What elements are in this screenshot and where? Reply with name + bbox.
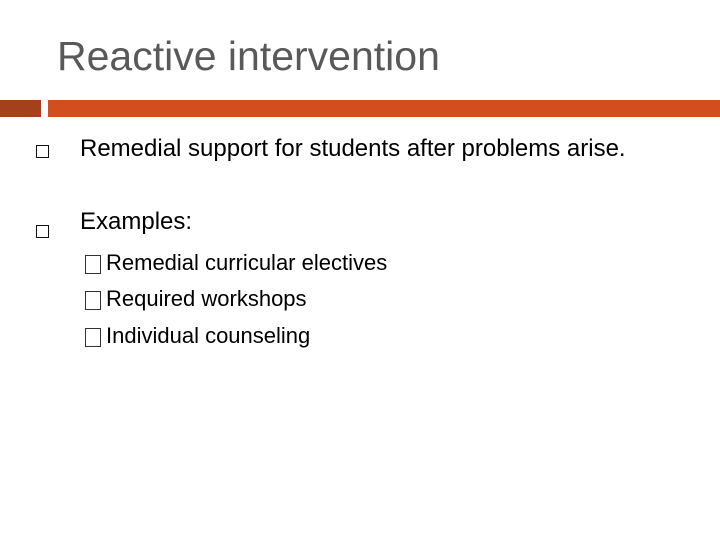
square-sub-bullet-icon — [85, 328, 101, 347]
square-sub-bullet-icon — [85, 291, 101, 310]
title-rule-accent — [48, 100, 720, 117]
sub-bullet-label: Required workshops — [106, 286, 307, 311]
square-bullet-icon — [36, 225, 49, 238]
sub-bullet-label: Remedial curricular electives — [106, 250, 388, 275]
slide-title: Reactive intervention — [57, 33, 440, 79]
bullet-examples: Examples: — [80, 208, 193, 235]
bullet-remedial-support: Remedial support for students after problems arise. — [80, 135, 626, 162]
sub-bullet-item — [85, 245, 387, 281]
title-rule-accent-left — [0, 100, 41, 117]
square-sub-bullet-icon — [85, 255, 101, 274]
sub-bullet-item — [85, 318, 310, 354]
square-bullet-icon — [36, 145, 49, 158]
sub-bullet-item — [85, 281, 307, 317]
sub-bullet-label: Individual counseling — [106, 323, 311, 348]
